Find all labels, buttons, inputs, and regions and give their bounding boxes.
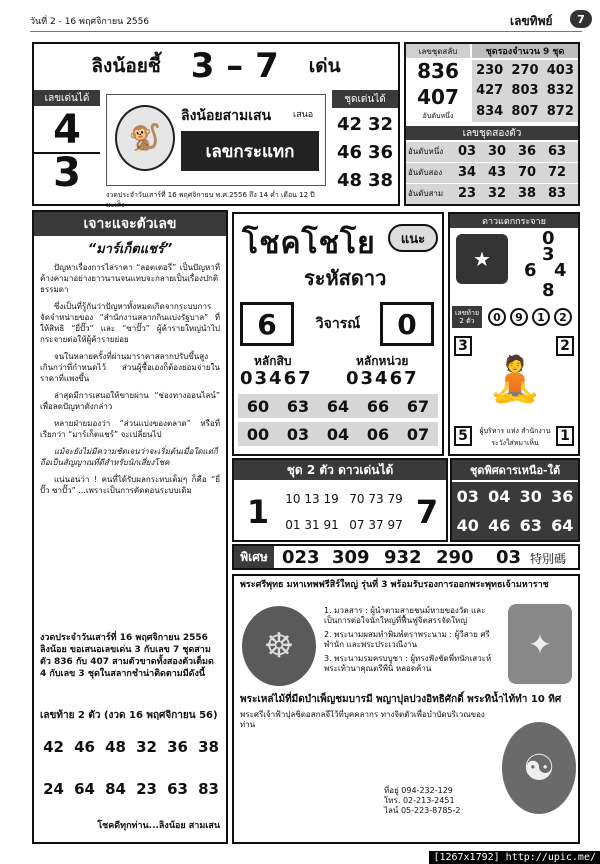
article-column <box>32 210 228 844</box>
bonus-stamp: 特別碼 <box>530 552 567 566</box>
monkey-tips-panel <box>32 42 400 209</box>
article-summary: งวดประจำวันเสาร์ที่ 16 พฤศจิกายน 2556 ลิงน้อย ขอเสนอเลขเด่น 3 กับเลข 7 ชุดสามตัว 836 กับ 407 สามตัวขาดทั้งสองตัวเต็มด 4 กับเลข 3 ชุดในสลากชำน่าติดตามมีดังนี้ <box>40 633 214 679</box>
star-lastpair-digit: 1 <box>532 308 550 326</box>
pair-row <box>406 163 578 183</box>
choko-number: 00 <box>246 424 270 444</box>
choko-digit-label: วิจารณ์ <box>315 316 361 332</box>
set2-group: 10 13 19 <box>285 492 339 506</box>
flip-label: เลขชุดสลับ <box>406 44 470 58</box>
logo-sub-text: เสนอ <box>293 110 314 120</box>
advert-middle-text: พระเหล่ไม้ที่มีดบำเพ็ญชมบารมี พญาปุลปวงอิทธิศักดิ์ พระทิน้ำไท้ทำ 10 ทิศ <box>240 694 562 705</box>
choko-panel <box>232 212 444 456</box>
logo-main-text: เลขกระแทก <box>181 131 319 171</box>
lastpair-number: 36 <box>167 738 188 756</box>
star-lastpair-digit: 0 <box>488 308 506 326</box>
pair-row-label: อันดับสาม <box>408 189 444 198</box>
amulet-figure-icon: ☯ <box>502 722 576 814</box>
logo-top-text: ลิงน้อยสามเสน <box>181 108 272 124</box>
page-number-badge: 7 <box>570 10 592 28</box>
advert-item: 3. พระนามรมครบบูชา : ผู้ทรงฟังชัดพี่ทนักเสวะห์ พระเท้านาคุณตรีพีนิ หลอดค้าน <box>324 654 492 673</box>
star-lastpair-label: เลขท้าย 2 ตัว <box>452 306 482 328</box>
star-label: ดาวแตกกระจาย <box>450 214 578 228</box>
deity-figure-icon: 🧘 <box>487 354 543 405</box>
pair-value: 63 <box>548 144 567 159</box>
special-number: 46 <box>488 516 511 535</box>
advert-headline: พระศรีพุทธ มหาเทพฟรีสิร์ใหญ่ รุ่นที่ 3 พร้อมรับรองการออกพระพุทธเจ้ามหาราช <box>240 580 549 590</box>
pair-value: 36 <box>518 144 537 159</box>
header-brand: เลขทิพย์ <box>510 14 553 28</box>
lastpair-number: 46 <box>74 738 95 756</box>
lastpair-number: 23 <box>136 780 157 798</box>
bonus-number: 03 <box>496 547 522 568</box>
star-digit: 8 <box>542 280 555 301</box>
set2-left: 1 <box>246 493 270 531</box>
choko-number: 03 <box>286 424 310 444</box>
pair-row <box>406 184 578 204</box>
flip-number: 836 <box>417 59 459 83</box>
pair-value: 32 <box>488 186 507 201</box>
amulet-advert <box>232 574 580 844</box>
choko-number: 60 <box>246 396 270 416</box>
monkey-title-left: ลิงน้อยชี้ <box>91 55 161 77</box>
choko-number: 07 <box>406 424 430 444</box>
monkey-title-row <box>34 44 398 88</box>
choko-number: 67 <box>406 396 430 416</box>
tens-label: หลักสิบ <box>254 354 292 368</box>
star-scatter-panel <box>448 212 580 456</box>
advert-item: 2. พระนามผสมทำพิมพ์ตราพระนาม : ผู้วีสาย ศรีพำนัก และพระประเวณีงาน <box>324 630 490 649</box>
special-number: 30 <box>519 487 542 506</box>
flip-numbers-panel <box>404 42 580 206</box>
special-number: 64 <box>551 516 574 535</box>
lastpair-number: 64 <box>74 780 95 798</box>
set-number: 48 <box>336 169 363 191</box>
set2-group: 70 73 79 <box>349 492 403 506</box>
choko-number: 64 <box>326 396 350 416</box>
pair-table <box>406 142 578 204</box>
set-label: ชุดเด่นได้ <box>332 90 398 108</box>
monkey-title-nums: 3 – 7 <box>190 46 279 86</box>
pair-value: 30 <box>488 144 507 159</box>
pair-value: 72 <box>548 165 567 180</box>
set2-label: ชุด 2 ตัว ดาวเด่นได้ <box>234 460 446 480</box>
choko-number: 06 <box>366 424 390 444</box>
pair-label: เลขชุดสองตัว <box>406 126 578 140</box>
monkey-title-right: เด่น <box>308 55 341 77</box>
amulet-coin-left-icon: ☸ <box>242 606 316 686</box>
monkey-mascot-icon: 🐒 <box>115 105 175 171</box>
pair-value: 83 <box>548 186 567 201</box>
article-paragraph: ล่าสุดมีการเสนอให้ขายผ่าน “ช่องทางออนไลน์” เพื่อลดปัญหาดังกล่าว <box>40 391 220 411</box>
article-paragraph: แน่นอนว่า ! คนที่ได้รับผลกระทบเต็มๆ ก็คือ “ยี่ปั๊ว ซาปั๊ว” ...เพราะเป็นการตัดตอนระบบเดิม <box>40 475 220 495</box>
choko-badge: แนะ <box>388 224 438 252</box>
article-lastpair-label: เลขท้าย 2 ตัว (งวด 16 พฤศจิกายน 56) <box>40 710 218 721</box>
special-number: 04 <box>488 487 511 506</box>
star-lastpair-digit: 2 <box>554 308 572 326</box>
article-subheading: “มาร์เก็ตแชร์” <box>87 241 173 257</box>
bonus-strip <box>232 544 580 570</box>
corner-number: 3 <box>454 336 472 356</box>
pair-value: 43 <box>488 165 507 180</box>
special-number: 03 <box>456 487 479 506</box>
bonus-number: 932 <box>384 547 422 568</box>
choko-row2 <box>238 422 438 446</box>
choko-digit-right: 0 <box>380 302 434 346</box>
pair-row <box>406 142 578 162</box>
star-emblem-icon: ★ <box>456 234 508 284</box>
set9-grid <box>472 60 578 122</box>
choko-number: 04 <box>326 424 350 444</box>
article-paragraph: ซึ่งเป็นที่รู้กันว่าปัญหาทั้งหมดเกิดจากระบบการจัดจำหน่ายของ “สำนักงานสลากกินแบ่งรัฐบาล” ที่ให้สิทธิ “ยี่ปั๊ว” และ “ซาปั๊ว” ผู้ค้ารายใหญ่นำไปกระจายต่อให้ผู้ค้ารายย่อย <box>40 302 220 344</box>
star-digit: 4 <box>554 260 567 281</box>
set-number: 38 <box>367 169 394 191</box>
set9-label: ชุดรองจำนวน 9 ชุด <box>472 44 578 58</box>
article-heading: เจาะแจะตัวเลข <box>34 212 226 236</box>
lastpair-number: 38 <box>198 738 219 756</box>
special-grid <box>452 482 578 540</box>
advert-contact: ที่อยู่ 094-232-129 <box>384 786 453 795</box>
star-digit: 6 <box>524 260 537 281</box>
advert-contact: โทร. 02-213-2451 <box>384 796 455 805</box>
pair-value: 34 <box>458 165 477 180</box>
lead-label: เลขเด่นได้ <box>34 90 100 106</box>
bonus-label: พิเศษ <box>234 546 274 568</box>
header-date: วันที่ 2 - 16 พฤศจิกายน 2556 <box>30 17 150 27</box>
article-signoff: โชคดีทุกท่าน...ลิงน้อย สามเสน <box>97 821 220 831</box>
lead-digit-2: 3 <box>34 152 100 192</box>
set-numbers-grid <box>334 110 396 194</box>
article-paragraph: แม้จะยังไม่มีความชัดเจนว่าจะเริ่มต้นเมื่อใดแต่ก็ถือเป็นสัญญาณที่ดีสำหรับนักเสี่ยงโชค <box>40 447 218 467</box>
lead-digit-1: 4 <box>53 107 81 153</box>
article-body <box>40 262 220 622</box>
set9-number: 270 <box>511 62 539 78</box>
article-paragraph: จนในหลายครั้งที่ผ่านมาราคาสลากปรับขึ้นสูงเกินกว่าที่กำหนดไว้ ส่วนผู้ซื้อเองก็ต้องยอมจ่ายในราคาที่แพงขึ้น <box>40 352 220 383</box>
special-number: 36 <box>551 487 574 506</box>
set9-number: 807 <box>511 104 539 120</box>
lastpair-number: 83 <box>198 780 219 798</box>
units-value: 03467 <box>346 368 419 389</box>
flip-number: 407 <box>417 85 459 109</box>
deity-caption-2: ระวังใส่หมาเห็น <box>491 439 539 447</box>
set-number: 36 <box>367 141 394 163</box>
advert-items <box>324 606 502 674</box>
set2-group: 01 31 91 <box>285 518 339 532</box>
lastpair-number: 42 <box>43 738 64 756</box>
advert-contacts <box>384 786 496 816</box>
star-digit: 0 <box>542 228 555 249</box>
set2-grid <box>280 486 408 538</box>
pair-value: 23 <box>458 186 477 201</box>
set9-number: 230 <box>476 62 504 78</box>
set2-panel <box>232 458 448 542</box>
pair-row-label: อันดับสอง <box>408 168 443 177</box>
tens-value: 03467 <box>240 368 313 389</box>
amulet-coin-right-icon: ✦ <box>508 604 572 684</box>
lastpair-number: 63 <box>167 780 188 798</box>
special-panel <box>450 458 580 542</box>
set9-number: 403 <box>546 62 574 78</box>
set-number: 32 <box>367 113 394 135</box>
set2-right: 7 <box>415 493 439 531</box>
bonus-number: 290 <box>436 547 474 568</box>
choko-title: โชคโชโย <box>242 226 376 261</box>
set9-number: 832 <box>546 83 574 99</box>
star-lastpair-digit: 9 <box>510 308 528 326</box>
star-digit: 3 <box>542 244 555 265</box>
deity-caption: ผู้บริหาร แห่ง สำนักงาน <box>479 427 551 435</box>
set2-group: 07 37 97 <box>349 518 403 532</box>
set9-number: 872 <box>546 104 574 120</box>
advert-footer-text: พระศรีเจ้าฟ้าปุลชิตอสกลจีไว้ที่บุคคลากร ทางจิตตัวเพื่อบำบัดบริเวณของท่าน <box>240 710 485 729</box>
bonus-number: 309 <box>332 547 370 568</box>
flip-sub: อันดับหนึ่ง <box>422 111 454 120</box>
monkey-footer: งวดประจำวันเสาร์ที่ 16 พฤศจิกายน พ.ศ.2556 ถึง 14 ค่ำ เดือน 12 ปีมะเส็ง <box>106 191 315 209</box>
logo-box <box>106 94 326 186</box>
watermark-link[interactable]: [1267x1792] http://upic.me/ <box>429 851 600 864</box>
lastpair-number: 84 <box>105 780 126 798</box>
set-number: 42 <box>336 113 363 135</box>
corner-number: 1 <box>556 426 574 446</box>
choko-subtitle: ระหัสดาว <box>304 266 387 290</box>
set9-number: 834 <box>476 104 504 120</box>
corner-number: 2 <box>556 336 574 356</box>
article-lastpair-grid <box>38 726 224 810</box>
lastpair-number: 24 <box>43 780 64 798</box>
choko-number: 63 <box>286 396 310 416</box>
special-label: ชุดพิศดารเหนือ-ใต้ <box>452 460 578 480</box>
corner-number: 5 <box>454 426 472 446</box>
lastpair-number: 32 <box>136 738 157 756</box>
pair-row-label: อันดับหนึ่ง <box>408 147 444 156</box>
set9-number: 427 <box>476 83 504 99</box>
special-number: 40 <box>456 516 479 535</box>
pair-value: 38 <box>518 186 537 201</box>
choko-digit-left: 6 <box>240 302 294 346</box>
advert-item: 1. มวลสาร : ผู้นำตามสายชนม์หายของวัด และเป็นการต่อใจนักใหญ่ที่ฟื้นฟูจิตสรรจัดใหญ่ <box>324 606 486 625</box>
article-paragraph: ปัญหาเรื่องการไล่ราคา “ลอตเตอรี่” เป็นปัญหาที่ค้างคามาอย่างยาวนานจนแทบจะกลายเป็นเรื่องปกติธรรมดา <box>40 263 220 294</box>
header-bar <box>30 8 585 32</box>
pair-value: 03 <box>458 144 477 159</box>
pair-value: 70 <box>518 165 537 180</box>
advert-contact: ไลน์ 05-223-8785-2 <box>384 806 461 815</box>
bonus-number: 023 <box>282 547 320 568</box>
set-number: 46 <box>336 141 363 163</box>
set9-number: 803 <box>511 83 539 99</box>
units-label: หลักหน่วย <box>356 354 409 368</box>
article-paragraph: หลายฝ่ายมองว่า “ส่วนแบ่งของตลาด” หรือที่เรียกว่า “มาร์เก็ตแชร์” จะเปลี่ยนไป <box>40 419 220 439</box>
choko-number: 66 <box>366 396 390 416</box>
lastpair-number: 48 <box>105 738 126 756</box>
choko-row1 <box>238 394 438 418</box>
special-number: 63 <box>519 516 542 535</box>
